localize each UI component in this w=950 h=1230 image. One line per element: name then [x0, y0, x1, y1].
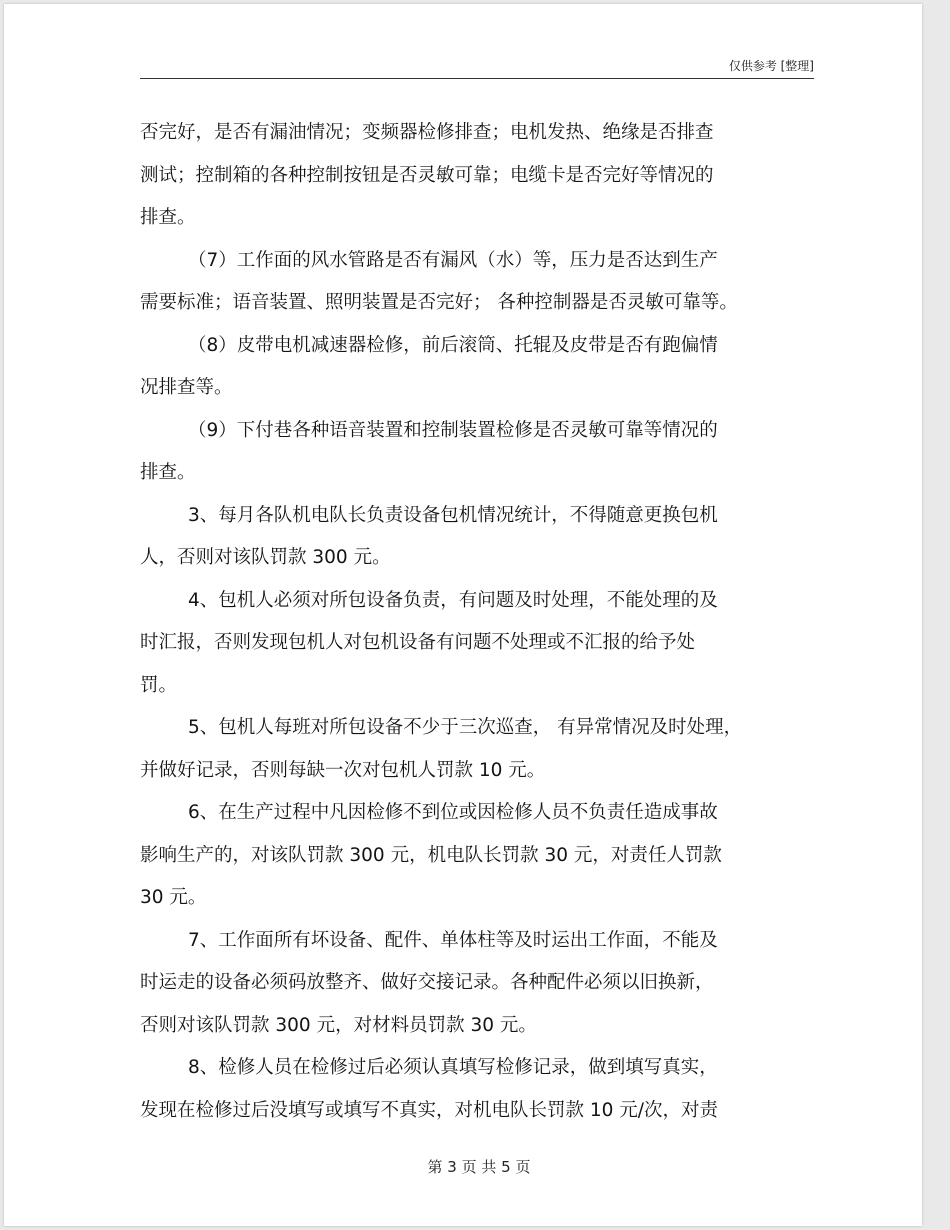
text-line: 罚。 [140, 674, 178, 696]
paragraph-rule-3 [140, 495, 820, 580]
text-line: 否完好，是否有漏油情况；变频器检修排查；电机发热、绝缘是否排查 [140, 122, 714, 143]
text-line: 人，否则对该队罚款 300 元。 [140, 547, 391, 568]
text-line: 7、工作面所有坏设备、配件、单体柱等及时运出工作面，不能及 [188, 929, 718, 951]
text-line: 影响生产的，对该队罚款 300 元，机电队长罚款 30 元，对责任人罚款 [140, 844, 722, 866]
text-line: 况排查等。 [140, 377, 233, 398]
paragraph-rule-8 [140, 1047, 820, 1132]
paragraph-rule-7 [140, 920, 820, 1048]
header-divider [140, 78, 814, 79]
text-line: 排查。 [140, 207, 196, 228]
text-line: 4、包机人必须对所包设备负责，有问题及时处理，不能处理的及 [188, 589, 718, 611]
text-line: 测试；控制箱的各种控制按钮是否灵敏可靠；电缆卡是否完好等情况的 [140, 164, 714, 186]
text-line: 发现在检修过后没填写或填写不真实，对机电队长罚款 10 元/次，对责 [140, 1099, 719, 1121]
page-footer: 第 3 页 共 5 页 [427, 1158, 531, 1176]
text-line: 6、在生产过程中凡因检修不到位或因检修人员不负责任造成事故 [188, 802, 718, 823]
text-line: 排查。 [140, 462, 196, 483]
text-line: 时运走的设备必须码放整齐、做好交接记录。各种配件必须以旧换新， [140, 972, 714, 993]
text-line: 时汇报，否则发现包机人对包机设备有问题不处理或不汇报的给予处 [140, 632, 696, 653]
text-line: 需要标准；语音装置、照明装置是否完好； 各种控制器是否灵敏可靠等。 [140, 292, 738, 313]
text-line: 8、检修人员在检修过后必须认真填写检修记录，做到填写真实， [188, 1057, 718, 1078]
paragraph-rule-5 [140, 707, 820, 792]
page-header: 仅供参考 [整理] [728, 59, 814, 73]
paragraph-item-9 [140, 410, 820, 495]
text-line: （7）工作面的风水管路是否有漏风（水）等，压力是否达到生产 [188, 249, 718, 271]
paragraph-item-7 [140, 240, 820, 325]
text-line: （9）下付巷各种语音装置和控制装置检修是否灵敏可靠等情况的 [188, 419, 718, 441]
text-line: （8）皮带电机减速器检修，前后滚筒、托辊及皮带是否有跑偏情 [188, 334, 718, 356]
text-line: 并做好记录，否则每缺一次对包机人罚款 10 元。 [140, 759, 546, 781]
paragraph-rule-4 [140, 580, 820, 708]
text-line: 30 元。 [140, 887, 207, 908]
paragraph-continued [140, 112, 820, 240]
text-line: 5、包机人每班对所包设备不少于三次巡查， 有异常情况及时处理， [188, 717, 743, 738]
paragraph-rule-6 [140, 792, 820, 920]
paragraph-item-8 [140, 325, 820, 410]
document-body [140, 112, 820, 1132]
text-line: 否则对该队罚款 300 元，对材料员罚款 30 元。 [140, 1014, 537, 1036]
text-line: 3、每月各队机电队长负责设备包机情况统计，不得随意更换包机 [188, 504, 718, 526]
document-page [4, 4, 922, 1226]
